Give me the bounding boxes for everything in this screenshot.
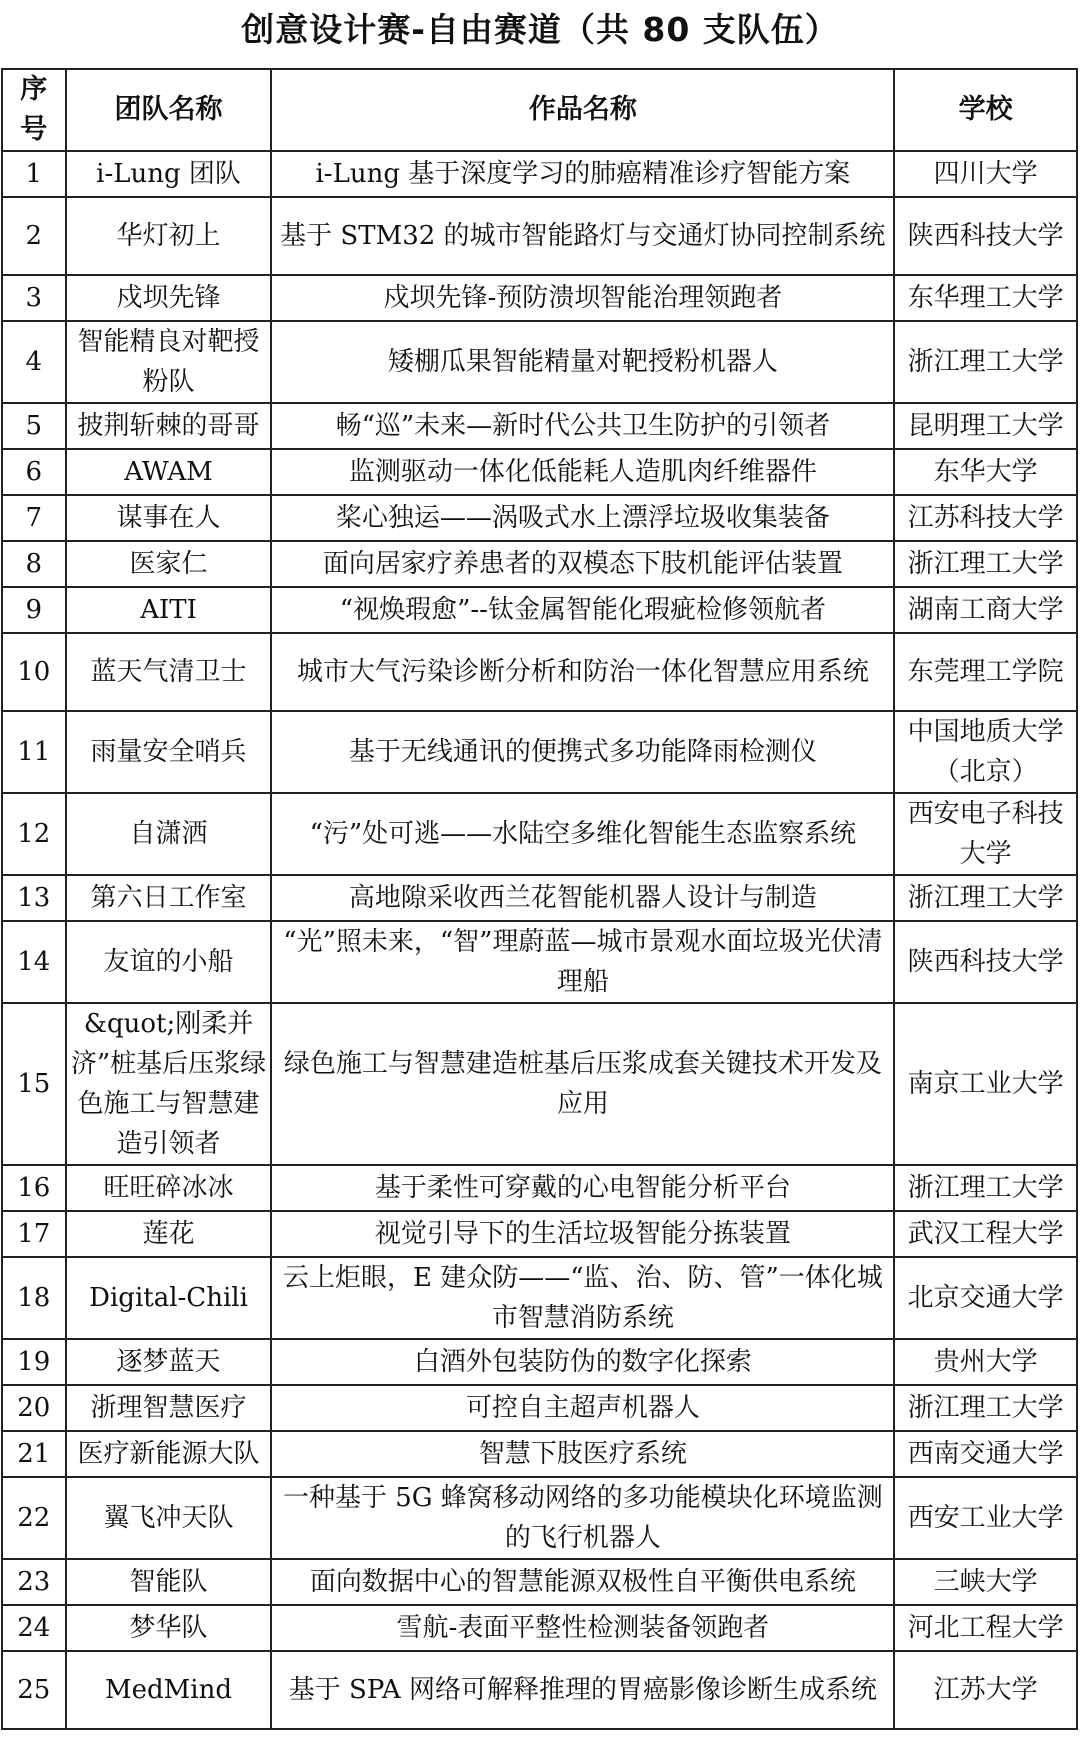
cell-school: 昆明理工大学 bbox=[894, 403, 1077, 449]
cell-no: 3 bbox=[2, 275, 66, 321]
cell-no: 2 bbox=[2, 197, 66, 275]
cell-team: AWAM bbox=[66, 449, 272, 495]
cell-team: Digital-Chili bbox=[66, 1257, 272, 1339]
cell-no: 16 bbox=[2, 1165, 66, 1211]
cell-school: 西安工业大学 bbox=[894, 1477, 1077, 1559]
cell-work: “光”照未来，“智”理蔚蓝—城市景观水面垃圾光伏清理船 bbox=[271, 921, 894, 1003]
cell-work: 基于无线通讯的便携式多功能降雨检测仪 bbox=[271, 711, 894, 793]
header-team: 团队名称 bbox=[66, 69, 272, 151]
cell-school: 浙江理工大学 bbox=[894, 875, 1077, 921]
cell-school: 南京工业大学 bbox=[894, 1003, 1077, 1165]
cell-work: “视焕瑕愈”--钛金属智能化瑕疵检修领航者 bbox=[271, 587, 894, 633]
cell-work: 可控自主超声机器人 bbox=[271, 1385, 894, 1431]
cell-team: 翼飞冲天队 bbox=[66, 1477, 272, 1559]
cell-no: 13 bbox=[2, 875, 66, 921]
cell-no: 18 bbox=[2, 1257, 66, 1339]
cell-team: 第六日工作室 bbox=[66, 875, 272, 921]
cell-team: AITI bbox=[66, 587, 272, 633]
cell-no: 10 bbox=[2, 633, 66, 711]
table-row bbox=[2, 151, 1077, 197]
cell-work: 面向居家疗养患者的双模态下肢机能评估装置 bbox=[271, 541, 894, 587]
cell-school: 东华大学 bbox=[894, 449, 1077, 495]
cell-team: 智能队 bbox=[66, 1559, 272, 1605]
cell-team: 智能精良对靶授粉队 bbox=[66, 321, 272, 403]
cell-work: 白酒外包装防伪的数字化探索 bbox=[271, 1339, 894, 1385]
cell-work: 基于柔性可穿戴的心电智能分析平台 bbox=[271, 1165, 894, 1211]
cell-school: 西安电子科技大学 bbox=[894, 793, 1077, 875]
cell-school: 东华理工大学 bbox=[894, 275, 1077, 321]
cell-school: 中国地质大学（北京） bbox=[894, 711, 1077, 793]
cell-no: 22 bbox=[2, 1477, 66, 1559]
table-row bbox=[2, 1339, 1077, 1385]
cell-work: 雪航-表面平整性检测装备领跑者 bbox=[271, 1605, 894, 1651]
cell-no: 7 bbox=[2, 495, 66, 541]
cell-team: &quot;刚柔并济”桩基后压浆绿色施工与智慧建造引领者 bbox=[66, 1003, 272, 1165]
header-no: 序号 bbox=[2, 69, 66, 151]
cell-work: 云上炬眼，E 建众防——“监、治、防、管”一体化城市智慧消防系统 bbox=[271, 1257, 894, 1339]
cell-team: 戍坝先锋 bbox=[66, 275, 272, 321]
cell-work: i-Lung 基于深度学习的肺癌精准诊疗智能方案 bbox=[271, 151, 894, 197]
cell-no: 15 bbox=[2, 1003, 66, 1165]
cell-school: 贵州大学 bbox=[894, 1339, 1077, 1385]
table-row bbox=[2, 587, 1077, 633]
cell-team: 蓝天气清卫士 bbox=[66, 633, 272, 711]
cell-no: 8 bbox=[2, 541, 66, 587]
cell-no: 17 bbox=[2, 1211, 66, 1257]
cell-work: 桨心独运——涡吸式水上漂浮垃圾收集装备 bbox=[271, 495, 894, 541]
table-row bbox=[2, 1211, 1077, 1257]
cell-school: 东莞理工学院 bbox=[894, 633, 1077, 711]
cell-school: 湖南工商大学 bbox=[894, 587, 1077, 633]
table-row bbox=[2, 1003, 1077, 1165]
table-row bbox=[2, 711, 1077, 793]
table-row bbox=[2, 541, 1077, 587]
cell-work: 绿色施工与智慧建造桩基后压浆成套关键技术开发及应用 bbox=[271, 1003, 894, 1165]
cell-no: 21 bbox=[2, 1431, 66, 1477]
cell-school: 浙江理工大学 bbox=[894, 541, 1077, 587]
cell-no: 12 bbox=[2, 793, 66, 875]
cell-team: i-Lung 团队 bbox=[66, 151, 272, 197]
cell-no: 24 bbox=[2, 1605, 66, 1651]
table-row bbox=[2, 1559, 1077, 1605]
cell-work: 面向数据中心的智慧能源双极性自平衡供电系统 bbox=[271, 1559, 894, 1605]
cell-team: 梦华队 bbox=[66, 1605, 272, 1651]
cell-work: 戍坝先锋-预防溃坝智能治理领跑者 bbox=[271, 275, 894, 321]
cell-no: 5 bbox=[2, 403, 66, 449]
cell-team: 友谊的小船 bbox=[66, 921, 272, 1003]
cell-school: 北京交通大学 bbox=[894, 1257, 1077, 1339]
table-row bbox=[2, 1605, 1077, 1651]
cell-work: 视觉引导下的生活垃圾智能分拣装置 bbox=[271, 1211, 894, 1257]
cell-team: MedMind bbox=[66, 1651, 272, 1729]
cell-school: 浙江理工大学 bbox=[894, 321, 1077, 403]
table-row bbox=[2, 1385, 1077, 1431]
cell-school: 浙江理工大学 bbox=[894, 1165, 1077, 1211]
header-school: 学校 bbox=[894, 69, 1077, 151]
team-table bbox=[1, 68, 1078, 1730]
cell-work: 高地隙采收西兰花智能机器人设计与制造 bbox=[271, 875, 894, 921]
cell-team: 雨量安全哨兵 bbox=[66, 711, 272, 793]
cell-no: 19 bbox=[2, 1339, 66, 1385]
table-row bbox=[2, 921, 1077, 1003]
cell-school: 浙江理工大学 bbox=[894, 1385, 1077, 1431]
cell-work: 城市大气污染诊断分析和防治一体化智慧应用系统 bbox=[271, 633, 894, 711]
cell-team: 浙理智慧医疗 bbox=[66, 1385, 272, 1431]
cell-school: 四川大学 bbox=[894, 151, 1077, 197]
cell-work: 畅“巡”未来—新时代公共卫生防护的引领者 bbox=[271, 403, 894, 449]
cell-team: 谋事在人 bbox=[66, 495, 272, 541]
page-title: 创意设计赛-自由赛道（共 80 支队伍） bbox=[241, 10, 839, 49]
cell-team: 医家仁 bbox=[66, 541, 272, 587]
cell-work: 矮棚瓜果智能精量对靶授粉机器人 bbox=[271, 321, 894, 403]
cell-team: 医疗新能源大队 bbox=[66, 1431, 272, 1477]
cell-no: 9 bbox=[2, 587, 66, 633]
cell-team: 披荆斩棘的哥哥 bbox=[66, 403, 272, 449]
table-row bbox=[2, 1257, 1077, 1339]
cell-no: 20 bbox=[2, 1385, 66, 1431]
cell-work: 一种基于 5G 蜂窝移动网络的多功能模块化环境监测的飞行机器人 bbox=[271, 1477, 894, 1559]
cell-school: 武汉工程大学 bbox=[894, 1211, 1077, 1257]
cell-work: 智慧下肢医疗系统 bbox=[271, 1431, 894, 1477]
table-row bbox=[2, 875, 1077, 921]
cell-team: 旺旺碎冰冰 bbox=[66, 1165, 272, 1211]
table-row bbox=[2, 321, 1077, 403]
cell-team: 华灯初上 bbox=[66, 197, 272, 275]
header-work: 作品名称 bbox=[271, 69, 894, 151]
cell-school: 河北工程大学 bbox=[894, 1605, 1077, 1651]
table-row bbox=[2, 1431, 1077, 1477]
cell-school: 江苏大学 bbox=[894, 1651, 1077, 1729]
table-row bbox=[2, 449, 1077, 495]
cell-no: 23 bbox=[2, 1559, 66, 1605]
cell-no: 25 bbox=[2, 1651, 66, 1729]
table-body bbox=[2, 151, 1077, 1729]
cell-school: 江苏科技大学 bbox=[894, 495, 1077, 541]
table-row bbox=[2, 275, 1077, 321]
table-row bbox=[2, 1165, 1077, 1211]
cell-work: 基于 STM32 的城市智能路灯与交通灯协同控制系统 bbox=[271, 197, 894, 275]
cell-team: 逐梦蓝天 bbox=[66, 1339, 272, 1385]
table-row bbox=[2, 1651, 1077, 1729]
cell-no: 1 bbox=[2, 151, 66, 197]
cell-team: 自潇洒 bbox=[66, 793, 272, 875]
cell-no: 4 bbox=[2, 321, 66, 403]
header-row bbox=[2, 69, 1077, 151]
cell-school: 西南交通大学 bbox=[894, 1431, 1077, 1477]
table-row bbox=[2, 793, 1077, 875]
cell-no: 6 bbox=[2, 449, 66, 495]
cell-team: 莲花 bbox=[66, 1211, 272, 1257]
cell-work: 监测驱动一体化低能耗人造肌肉纤维器件 bbox=[271, 449, 894, 495]
table-row bbox=[2, 1477, 1077, 1559]
cell-no: 14 bbox=[2, 921, 66, 1003]
cell-work: “污”处可逃——水陆空多维化智能生态监察系统 bbox=[271, 793, 894, 875]
table-row bbox=[2, 403, 1077, 449]
table-row bbox=[2, 633, 1077, 711]
table-row bbox=[2, 197, 1077, 275]
cell-school: 陕西科技大学 bbox=[894, 197, 1077, 275]
cell-school: 陕西科技大学 bbox=[894, 921, 1077, 1003]
cell-work: 基于 SPA 网络可解释推理的胃癌影像诊断生成系统 bbox=[271, 1651, 894, 1729]
cell-no: 11 bbox=[2, 711, 66, 793]
table-row bbox=[2, 495, 1077, 541]
cell-school: 三峡大学 bbox=[894, 1559, 1077, 1605]
